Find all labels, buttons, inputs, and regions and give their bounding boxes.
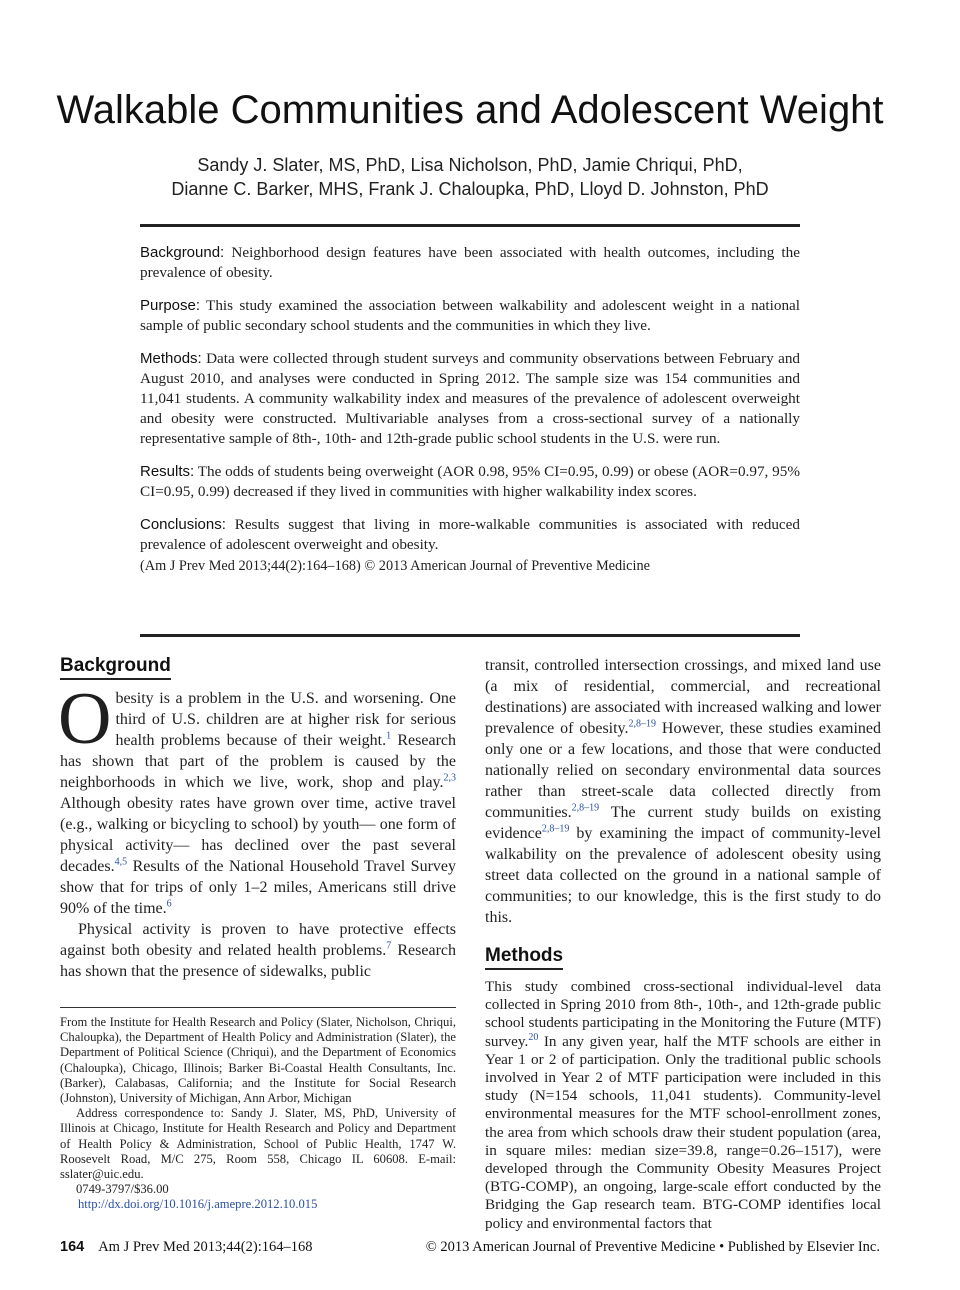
methods-text-a: This study combined cross-sectional individual-level data collected in Spring 2010 from 8th-, 10th-, and 12th-grade public school students participating in the Monitoring the Future (MTF) survey. [485, 978, 881, 1050]
ref-link[interactable]: 1 [386, 730, 392, 742]
background-paragraph-3 [485, 655, 881, 928]
left-column [60, 655, 456, 982]
bg-text-a: besity is a problem in the U.S. and worsening. One third of U.S. children are at higher risk for serious health problems because of their weight. [115, 690, 456, 749]
abstract-methods [140, 349, 800, 449]
rc-text-c: The current study builds on existing evidence [485, 804, 881, 842]
bg-text-d: Results of the National Household Travel Survey show that for trips of only 1–2 miles, Americans still drive 90% of the time. [60, 858, 456, 917]
background-paragraph-2 [60, 919, 456, 982]
section-heading-methods: Methods [485, 945, 563, 970]
methods-text-b: In any given year, half the MTF schools are either in Year 1 or 2 of participation. Only the traditional public schools involved in Year 2 of MTF participation were included in this study (N=154 schools, 11,041 students). Community-level environmental measures for the MTF school-enrollment zones, the area from which schools draw their student population (area, in square miles: median size=39.8, range=0.26–1517), were developed through the Community Obesity Measures Project (BTG-COMP), an ongoing, large-scale effort conducted by the Bridging the Gap research team. BTG-COMP identifies local policy and environmental factors that [485, 1032, 881, 1232]
abstract-bottom-rule [140, 634, 800, 637]
abstract-conclusions-label: Conclusions: [140, 516, 226, 533]
abstract-results-label: Results: [140, 463, 195, 480]
footer-bullet: • [719, 1239, 725, 1255]
abstract-results [140, 462, 800, 502]
author-list [0, 153, 940, 201]
drop-cap: O [58, 678, 112, 760]
ref-link[interactable]: 7 [386, 940, 392, 952]
footer-left [60, 1238, 312, 1256]
affiliation-note: From the Institute for Health Research and Policy (Slater, Nicholson, Chriqui, Chaloupka), the Department of Health Policy and Administration (Slater), the Department of Political Science (Chriqui), and the Department of Economics (Chaloupka), Chicago, Illinois; Barker Bi-Coastal Health Consultants, Inc. (Barker), Calabasas, California; and the Institute for Social Research (Johnston), University of Michigan, Ann Arbor, Michigan [60, 1015, 456, 1106]
methods-paragraph-1 [485, 978, 881, 1233]
rc-text-a: transit, controlled intersection crossings, and mixed land use (a mix of residential, commercial, and recreational destinations) are associated with increased walking and lower prevalence of obesity. [485, 657, 881, 737]
abstract-purpose [140, 296, 800, 336]
bg-p2-text-a: Physical activity is proven to have protective effects against both obesity and related health problems. [60, 921, 456, 959]
background-paragraph-1 [58, 678, 456, 919]
abstract-results-text: The odds of students being overweight (AOR 0.98, 95% CI=0.95, 0.99) or obese (AOR=0.97, 95% CI=0.95, 0.99) decreased if they lived in communities with higher walkability index scores. [140, 463, 800, 500]
ref-link[interactable]: 2,8–19 [628, 718, 657, 730]
abstract-conclusions-text: Results suggest that living in more-walkable communities is associated with reduced prevalence of adolescent overweight and obesity. [140, 516, 800, 553]
ref-link[interactable]: 2,8–19 [541, 823, 570, 835]
bg-text-b: Research has shown that part of the problem is caused by the neighborhoods in which we live, work, shop and play. [60, 732, 456, 791]
footer-copyright: © 2013 American Journal of Preventive Medicine [425, 1239, 716, 1255]
ref-link[interactable]: 4,5 [114, 856, 128, 868]
abstract-purpose-label: Purpose: [140, 297, 201, 314]
ref-link[interactable]: 2,8–19 [571, 802, 600, 814]
footnotes [60, 1015, 456, 1213]
abstract-background [140, 243, 800, 283]
section-heading-background: Background [60, 655, 171, 680]
issn-price: 0749-3797/$36.00 [76, 1182, 169, 1197]
rc-text-d: by examining the impact of community-level walkability on the prevalence of adolescent obesity using street data collected on the ground in a national sample of communities; to our knowledge, this is the first study to do this. [485, 825, 881, 926]
footer-publisher: Published by Elsevier Inc. [727, 1239, 880, 1255]
footer-right [426, 1238, 880, 1256]
abstract-purpose-text: This study examined the association between walkability and adolescent weight in a national sample of public secondary school students and the communities in which they live. [140, 297, 800, 334]
doi-link[interactable]: http://dx.doi.org/10.1016/j.amepre.2012.10.015 [78, 1197, 318, 1212]
correspondence-note: Address correspondence to: Sandy J. Slater, MS, PhD, University of Illinois at Chicago, Institute for Health Research and Policy and Department of Health Policy & Administration, School of Public Health, 1747 W. Roosevelt Road, M/C 275, Room 558, Chicago IL 60608. E-mail: sslater@uic.edu. [60, 1106, 456, 1182]
bg-p2-text-b: Research has shown that the presence of sidewalks, public [60, 942, 456, 980]
page-number: 164 [60, 1239, 85, 1255]
rc-text-b: However, these studies examined only one or a few locations, and those that were conducted nationally relied on secondary environmental data sources rather than street-scale data collected directly from communities. [485, 720, 882, 821]
methods-heading-wrap [485, 945, 881, 970]
abstract-methods-label: Methods: [140, 350, 202, 367]
footer-journal-ref: Am J Prev Med 2013;44(2):164–168 [98, 1239, 313, 1255]
abstract-citation: (Am J Prev Med 2013;44(2):164–168) © 2013 American Journal of Preventive Medicine [140, 558, 650, 574]
right-column [485, 655, 881, 1233]
abstract-conclusions [140, 515, 800, 555]
abstract-background-text: Neighborhood design features have been associated with health outcomes, including the prevalence of obesity. [140, 244, 800, 281]
abstract-methods-text: Data were collected through student surveys and community observations between February and August 2010, and analyses were conducted in Spring 2012. The sample size was 154 communities and 11,041 students. A community walkability index and measures of the prevalence of adolescent overweight and obesity were constructed. Multivariable analyses from a cross-sectional survey of a nationally representative sample of 8th-, 10th- and 12th-grade public school students in the U.S. were run. [140, 350, 801, 447]
ref-link[interactable]: 2,3 [443, 772, 456, 784]
author-line-1: Sandy J. Slater, MS, PhD, Lisa Nicholson, PhD, Jamie Chriqui, PhD, [197, 155, 743, 175]
abstract-background-label: Background: [140, 244, 225, 261]
footnote-rule [60, 1007, 456, 1008]
article-title: Walkable Communities and Adolescent Weight [56, 88, 884, 132]
author-line-2: Dianne C. Barker, MHS, Frank J. Chaloupka, PhD, Lloyd D. Johnston, PhD [171, 179, 769, 199]
abstract [140, 243, 800, 589]
bg-text-c: Although obesity rates have grown over time, active travel (e.g., walking or bicycling to school) by youth— one form of physical activity— has declined over the past several decades. [60, 795, 456, 875]
ref-link[interactable]: 20 [528, 1031, 539, 1043]
abstract-top-rule [140, 224, 800, 227]
ref-link[interactable]: 6 [166, 898, 172, 910]
